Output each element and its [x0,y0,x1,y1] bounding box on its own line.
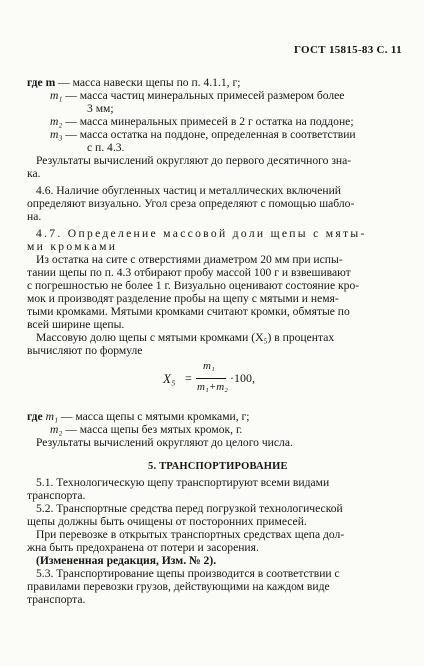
clause-4-7-title-1: 4.7. Определение массовой доли щепы с мяты- [36,227,367,240]
legend-m2 [50,115,354,128]
clause-5-1-line-2: транспорта. [27,489,86,502]
formula-fraction-bar [196,378,226,379]
results2-line: Результаты вычислений округляют до целого числа. [36,436,293,449]
formula-denominator: m₁+m₂ [197,381,228,393]
amendment-note: (Измененная редакция, Изм. № 2). [36,554,217,567]
clause-5-3-line-1: 5.3. Транспортирование щепы производится в соответствии с [36,567,340,580]
clause-5-2-line-1: 5.2. Транспортные средства перед погрузкой технологической [36,502,343,515]
clause-5-2-line-2: щепы должны быть очищены от посторонних примесей. [27,515,307,528]
share-line-1: Массовую долю щепы с мятыми кромками (X₅) в процентах [36,331,335,344]
results-line-2: ка. [27,167,41,180]
legend-m3-text: — масса остатка на поддоне, определенная в соответствии [62,128,356,141]
legend2-m2-text: — масса щепы без мятых кромок, г. [62,423,243,436]
results-line-1: Результаты вычислений округляют до первого десятичного зна- [36,154,352,167]
page-header: ГОСТ 15815-83 С. 11 [294,44,402,56]
legend-m3 [50,128,356,141]
share-line-2: вычисляют по формуле [27,344,143,357]
clause-4-7-line-6: всей ширине щепы. [27,318,125,331]
clause-4-7-line-1: Из остатка на сите с отверстиями диаметром 20 мм при испы- [36,253,343,266]
legend-m3-cont: с п. 4.3. [87,141,125,154]
legend2-m2-var: m₂ [50,423,63,436]
clause-4-7-line-3: с погрешностью не более 1 г. Визуально оценивают состояние кро- [27,279,360,292]
clause-4-6-line-1: 4.6. Наличие обугленных частиц и металлических включений [36,184,341,197]
legend-m1 [50,89,344,102]
legend-m-var: где m [27,76,56,89]
legend-m-text: — масса навески щепы по п. 4.1.1, г; [55,76,241,89]
clause-4-6-line-2: определяют визуально. Угол среза определяют с помощью шабло- [27,197,355,210]
transport-line-2: жна быть предохранена от потери и засорения. [27,541,259,554]
clause-4-7-line-2: тании щепы по п. 4.3 отбирают пробу массой 100 г и взвешивают [27,266,351,279]
legend-m1-var: m₁ [50,89,63,102]
legend-m1-text: — масса частиц минеральных примесей размером более [62,89,345,102]
legend2-m1 [27,410,250,423]
clause-4-7-title-2: ми кромками [27,240,118,253]
formula-numerator: m₁ [203,360,215,372]
legend2-m2 [50,423,242,436]
formula-equals: = [185,371,192,385]
legend2-m1-var: m₁ [45,410,59,423]
clause-5-1-line-1: 5.1. Технологическую щепу транспортируют всеми видами [36,476,330,489]
formula-x5 [163,360,303,400]
legend2-m1-where: где [27,410,46,423]
legend-m3-var: m₃ [50,128,63,141]
formula-lhs: X₅ [163,371,176,386]
legend-m2-text: — масса минеральных примесей в 2 г остатка на поддоне; [62,115,354,128]
clause-4-7-line-5: тыми кромками. Мятыми кромками считают кромки, обмятые по [27,305,350,318]
formula-multiplier: ·100, [230,371,255,385]
clause-5-3-line-3: транспорта. [27,593,86,606]
clause-4-7-line-4: мок и производят разделение пробы на щепу с мятыми и немя- [27,292,339,305]
legend-m [27,76,240,89]
clause-4-6-line-3: на. [27,210,42,223]
clause-5-3-line-2: правилами перевозки грузов, действующими на каждом виде [27,580,330,593]
legend-m1-cont: 3 мм; [87,102,114,115]
section-5-heading: 5. ТРАНСПОРТИРОВАНИЕ [148,461,288,472]
legend2-m1-text: — масса щепы с мятыми кромками, г; [58,410,250,423]
legend-m2-var: m₂ [50,115,63,128]
transport-line-1: При перевозке в открытых транспортных средствах щепа дол- [36,528,345,541]
